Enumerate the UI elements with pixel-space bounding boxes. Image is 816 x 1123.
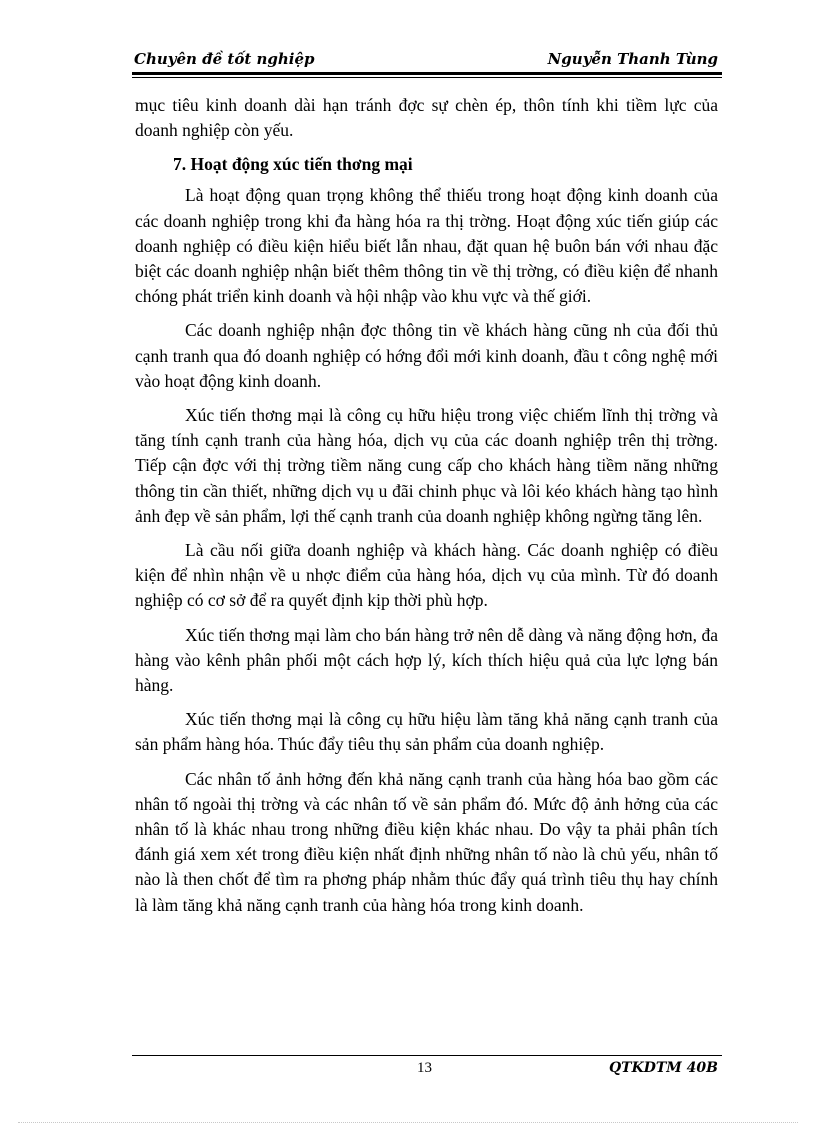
intro-paragraph: mục tiêu kinh doanh dài hạn tránh đợc sự chèn ép, thôn tính khi tiềm lực của doanh nghiệp còn yếu. bbox=[135, 95, 718, 141]
paragraph-4: Là cầu nối giữa doanh nghiệp và khách hàng. Các doanh nghiệp có điều kiện để nhìn nhận về u nhợc điểm của hàng hóa, dịch vụ của mình. Từ đó doanh nghiệp có cơ sở để ra quyết định kịp thời phù hợp. bbox=[135, 540, 718, 611]
header-rule-thin bbox=[132, 77, 722, 78]
page-footer bbox=[132, 1058, 722, 1080]
footer-class-code: QTKDTM 40B bbox=[608, 1060, 718, 1076]
paragraph-2: Các doanh nghiệp nhận đợc thông tin về khách hàng cũng nh của đối thủ cạnh tranh qua đó doanh nghiệp có hớng đổi mới kinh doanh, đầu t công nghệ mới vào hoạt động kinh doanh. bbox=[135, 320, 718, 391]
paragraph-7: Các nhân tố ảnh hởng đến khả năng cạnh tranh của hàng hóa bao gồm các nhân tố ngoài thị trờng và các nhân tố về sản phẩm đó. Mức độ ảnh hởng của các nhân tố là khác nhau trong những điều kiện khác nhau. Do vậy ta phải phân tích đánh giá xem xét trong điều kiện nhất định những nhân tố nào là chủ yếu, nhân tố nào là then chốt để tìm ra phơng pháp nhằm thúc đẩy quá trình tiêu thụ hay chính là làm tăng khả năng cạnh tranh của hàng hóa trong kinh doanh. bbox=[135, 768, 718, 915]
paragraph-6: Xúc tiến thơng mại là công cụ hữu hiệu làm tăng khả năng cạnh tranh của sản phẩm hàng hóa. Thúc đẩy tiêu thụ sản phẩm của doanh nghiệp. bbox=[135, 709, 718, 755]
header-rule-thick bbox=[132, 72, 722, 75]
header-author-name: Nguyễn Thanh Tùng bbox=[547, 50, 718, 68]
page-header bbox=[132, 48, 722, 72]
footer-rule bbox=[132, 1055, 722, 1056]
page-body bbox=[135, 93, 718, 927]
paragraph-3: Xúc tiến thơng mại là công cụ hữu hiệu trong việc chiếm lĩnh thị trờng và tăng tính cạnh tranh của hàng hóa, dịch vụ của các doanh nghiệp trên thị trờng. Tiếp cận đợc với thị trờng tiềm năng cung cấp cho khách hàng tiềm năng những thông tin cần thiết, những dịch vụ u đãi chinh phục và lôi kéo khách hàng tạo hình ảnh đẹp về sản phẩm, lợi thế cạnh tranh của doanh nghiệp không ngừng tăng lên. bbox=[135, 405, 718, 526]
page-number: 13 bbox=[417, 1060, 432, 1076]
section-heading: 7. Hoạt động xúc tiến thơng mại bbox=[173, 154, 413, 175]
paragraph-1: Là hoạt động quan trọng không thể thiếu trong hoạt động kinh doanh của các doanh nghiệp trong khi đa hàng hóa ra thị trờng. Hoạt động xúc tiến giúp các doanh nghiệp có điều kiện hiểu biết lẫn nhau, đặt quan hệ buôn bán với nhau đặc biệt các doanh nghiệp nhận biết thêm thông tin về thị trờng, có điều kiện để nhanh chóng phát triển kinh doanh và hội nhập vào khu vực và thế giới. bbox=[135, 185, 718, 307]
header-document-title: Chuyên đề tốt nghiệp bbox=[134, 50, 315, 68]
paragraph-5: Xúc tiến thơng mại làm cho bán hàng trở nên dễ dàng và năng động hơn, đa hàng vào kênh phân phối một cách hợp lý, kích thích hiệu quả của lực lợng bán hàng. bbox=[135, 624, 718, 696]
